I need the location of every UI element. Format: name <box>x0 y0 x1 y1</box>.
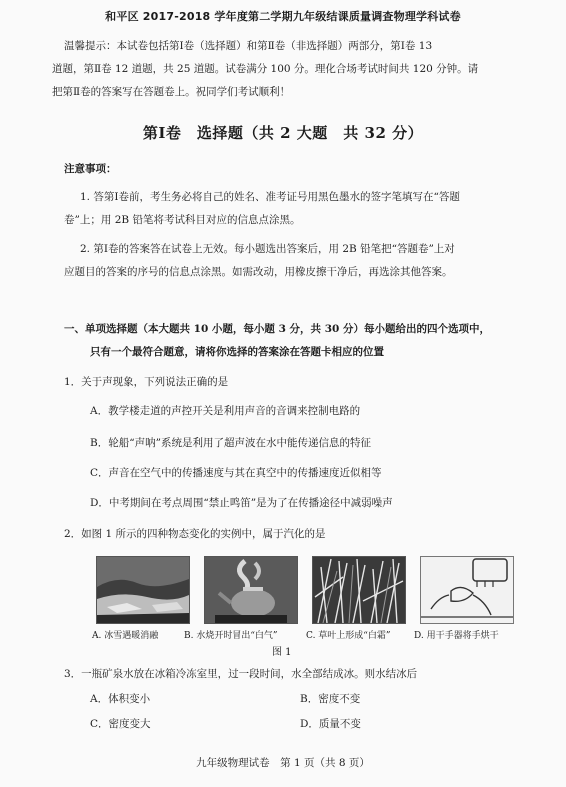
part1-heading-line-1: 一、单项选择题（本大题共 10 小题，每小题 3 分，共 30 分）每小题给出的四个选项中， <box>64 323 490 335</box>
exam-title: 和平区 2017-2018 学年度第二学期九年级结课质量调查物理学科试卷 <box>105 10 461 23</box>
figure-b-kettle-steam <box>204 556 298 624</box>
q1-option-b: B．轮船“声呐”系统是利用了超声波在水中能传递信息的特征 <box>90 437 371 449</box>
figure-d-hand-dryer <box>420 556 514 624</box>
section-title: 第Ⅰ卷 选择题（共 2 大题 共 32 分） <box>142 124 424 142</box>
figure-b-caption: B. 水烧开时冒出“白气” <box>184 631 278 641</box>
tip-line-1: 温馨提示：本试卷包括第Ⅰ卷（选择题）和第Ⅱ卷（非选择题）两部分，第Ⅰ卷 13 <box>64 40 433 52</box>
figure-1-row <box>96 556 516 622</box>
notice-item-1-line-2: 卷”上；用 2B 铅笔将考试科目对应的信息点涂黑。 <box>64 214 301 226</box>
figure-d-caption: D. 用干手器将手烘干 <box>414 631 499 641</box>
notice-item-1-line-1: 1. 答第Ⅰ卷前，考生务必将自己的姓名、准考证号用黑色墨水的签字笔填写在“答题 <box>80 191 460 203</box>
q3-option-d: D．质量不变 <box>300 718 361 730</box>
q3-option-a: A．体积变小 <box>90 693 151 705</box>
tip-line-3: 把第Ⅱ卷的答案写在答题卷上。祝同学们考试顺利！ <box>52 86 291 98</box>
figure-a-ice-melting <box>96 556 190 624</box>
figure-c-caption: C. 草叶上形成“白霜” <box>306 631 391 641</box>
part1-heading-line-2: 只有一个最符合题意，请将你选择的答案涂在答题卡相应的位置 <box>90 346 384 358</box>
q2-stem: 2．如图 1 所示的四种物态变化的实例中，属于汽化的是 <box>64 528 326 540</box>
q1-option-d: D．中考期间在考点周围“禁止鸣笛”是为了在传播途径中减弱噪声 <box>90 497 393 509</box>
notice-item-2-line-1: 2. 第Ⅰ卷的答案答在试卷上无效。每小题选出答案后，用 2B 铅笔把“答题卷”上对 <box>80 243 455 255</box>
notice-item-2-line-2: 应题目的答案的序号的信息点涂黑。如需改动，用橡皮擦干净后，再选涂其他答案。 <box>64 266 453 278</box>
q1-stem: 1．关于声现象，下列说法正确的是 <box>64 376 229 388</box>
q3-stem: 3．一瓶矿泉水放在冰箱冷冻室里，过一段时间，水全部结成冰。则水结冰后 <box>64 668 418 680</box>
page-footer: 九年级物理试卷 第 1 页（共 8 页） <box>196 757 370 769</box>
figure-1-label: 图 1 <box>272 647 292 658</box>
q1-option-a: A．教学楼走道的声控开关是利用声音的音调来控制电路的 <box>90 405 361 417</box>
q1-option-c: C．声音在空气中的传播速度与其在真空中的传播速度近似相等 <box>90 467 382 479</box>
figure-c-frost-grass <box>312 556 406 624</box>
notice-heading: 注意事项： <box>64 163 117 175</box>
q3-option-b: B．密度不变 <box>300 693 361 705</box>
tip-line-2: 道题，第Ⅱ卷 12 道题，共 25 道题。试卷满分 100 分。理化合场考试时间共 120 分钟。请 <box>52 63 479 75</box>
q3-option-c: C．密度变大 <box>90 718 151 730</box>
figure-a-caption: A. 冰雪遇暖消融 <box>92 631 159 641</box>
